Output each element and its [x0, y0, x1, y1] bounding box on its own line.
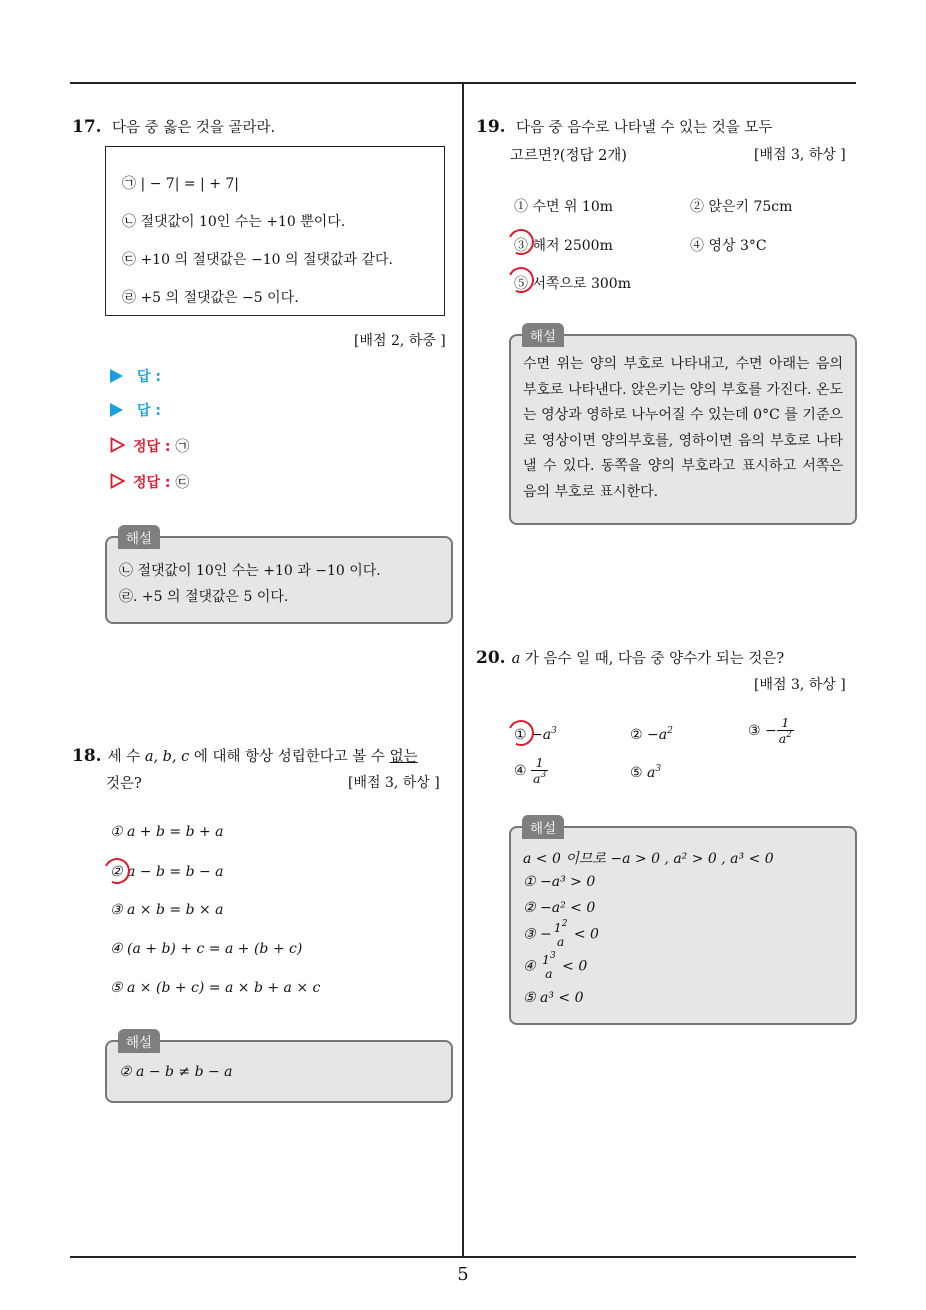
- q20-header: [476, 647, 784, 668]
- q17-answer-line: [110, 366, 161, 386]
- q20-option-2[interactable]: ② $-a^2$: [630, 726, 673, 743]
- q18-explanation-tag: 해설: [118, 1029, 160, 1053]
- explanation-line: ③ − $1^2$ a < 0: [523, 919, 599, 949]
- q20-option-1[interactable]: ① $-a^3$: [514, 726, 557, 743]
- option-mark: ⑤: [630, 765, 643, 781]
- q18-option-1[interactable]: ① a + b = b + a: [110, 824, 224, 840]
- q20-meta: [배점 3, 하상 ]: [754, 677, 846, 693]
- q17-statements-box: [105, 146, 445, 316]
- q20-option-3[interactable]: ③ − $\frac{1}{a^2}$: [748, 715, 792, 746]
- explanation-line: a < 0 이므로 −a > 0 , a² > 0 , a³ < 0: [523, 851, 774, 867]
- q17-explanation-tag: 해설: [118, 525, 160, 549]
- q19-header: [476, 116, 772, 137]
- q19-explanation: [509, 334, 857, 525]
- column-divider: [462, 84, 464, 1256]
- explanation-line: ② −a² < 0: [523, 900, 596, 916]
- q17-text: 다음 중 옳은 것을 골라라.: [112, 120, 276, 136]
- explanation-line: ① −a³ > 0: [523, 874, 596, 890]
- option-mark: ④: [514, 762, 527, 779]
- q18-option-5[interactable]: ⑤ a × (b + c) = a × b + a × c: [110, 980, 321, 996]
- q17-statement: ㉣ +5 의 절댓값은 −5 이다.: [122, 290, 299, 306]
- q17-correct-line: [110, 436, 189, 456]
- q19-explanation-tag: 해설: [522, 323, 564, 347]
- explanation-line: ② a − b ≠ b − a: [119, 1064, 233, 1080]
- answer-label: 답 :: [137, 369, 161, 385]
- bottom-rule: [70, 1256, 856, 1258]
- q20-option-5[interactable]: ⑤ $a^3$: [630, 764, 662, 781]
- option-mark: ②: [630, 727, 643, 743]
- q17-answer-line: [110, 400, 161, 420]
- q19-option-5[interactable]: ⑤ 서쪽으로 300m: [514, 276, 631, 292]
- q19-option-2[interactable]: ② 앉은키 75cm: [690, 199, 793, 215]
- explanation-line: ㉣. +5 의 절댓값은 5 이다.: [119, 589, 289, 605]
- q18-underlined: 없는: [389, 749, 418, 765]
- q20-var: a: [511, 651, 521, 667]
- option-mark: ①: [514, 727, 527, 743]
- answer-arrow-icon: [110, 369, 123, 383]
- q17-correct-line: [110, 472, 189, 492]
- selected-circle-icon: [100, 854, 133, 887]
- q19-number: 19.: [476, 117, 506, 137]
- q18-option-4[interactable]: ④ (a + b) + c = a + (b + c): [110, 941, 303, 957]
- explanation-line-prefix: ③ −: [523, 926, 552, 943]
- answer-label: 답 :: [137, 403, 161, 419]
- q18-option-2[interactable]: ② a − b = b − a: [110, 864, 224, 880]
- correct-arrow-icon: [110, 437, 125, 453]
- page-number: 5: [457, 1264, 469, 1285]
- q19-text-cont: 고르면?(정답 2개): [510, 148, 627, 164]
- correct-value: ㉠: [175, 439, 190, 455]
- q18-number: 18.: [72, 746, 102, 766]
- q19-option-3[interactable]: ③ 해저 2500m: [514, 238, 613, 254]
- q17-statement: ㉢ +10 의 절댓값은 −10 의 절댓값과 같다.: [122, 252, 393, 268]
- q20-explanation: [509, 826, 857, 1025]
- q20-option-4[interactable]: ④ $\frac{1}{a^3}$: [514, 755, 547, 786]
- q17-statement: ㉡ 절댓값이 10인 수는 +10 뿐이다.: [122, 214, 346, 230]
- q17-statement: ㉠ | − 7| = | + 7|: [122, 176, 240, 192]
- q20-text: 가 음수 일 때, 다음 중 양수가 되는 것은?: [520, 651, 785, 667]
- correct-arrow-icon: [110, 473, 125, 489]
- q18-header: [72, 745, 452, 766]
- q17-meta: [배점 2, 하중 ]: [354, 333, 446, 349]
- q18-text-cont: 것은?: [106, 776, 142, 792]
- selected-circle-icon: [504, 716, 537, 749]
- correct-value: ㉢: [175, 475, 190, 491]
- explanation-paragraph: 수면 위는 양의 부호로 나타내고, 수면 아래는 음의 부호로 나타낸다. 앉은키는 양의 부호를 가진다. 온도는 영상과 영하로 나누어질 수 있는데 0°C 를 기준으로 영상이면 양의부호를, 영하이면 음의 부호로 나타낼 수 있다. 동쪽을 양의 부호라고 표시하고 서쪽은 음의 부호로 표시한다.: [523, 356, 843, 500]
- correct-label: 정답 :: [133, 475, 171, 491]
- q18-text: 에 대해 항상 성립한다고 볼 수: [189, 749, 390, 765]
- explanation-line: ⑤ a³ < 0: [523, 990, 584, 1006]
- q19-text: 다음 중 음수로 나타낼 수 있는 것을 모두: [516, 120, 773, 136]
- explanation-line: ④ $1^3$ a < 0: [523, 951, 588, 981]
- q20-explanation-tag: 해설: [522, 815, 564, 839]
- explanation-line: ㉡ 절댓값이 10인 수는 +10 과 −10 이다.: [119, 563, 381, 579]
- correct-label: 정답 :: [133, 439, 171, 455]
- q18-option-3[interactable]: ③ a × b = b × a: [110, 902, 224, 918]
- q19-option-1[interactable]: ① 수면 위 10m: [514, 199, 614, 215]
- q17-header: [72, 116, 275, 137]
- q19-meta: [배점 3, 하상 ]: [754, 147, 846, 163]
- q17-number: 17.: [72, 117, 102, 137]
- q20-number: 20.: [476, 648, 506, 668]
- q17-explanation: [105, 536, 453, 624]
- option-mark: ③: [748, 722, 761, 739]
- answer-arrow-icon: [110, 403, 123, 417]
- q18-vars: a, b, c: [144, 749, 190, 765]
- q18-meta: [배점 3, 하상 ]: [348, 775, 440, 791]
- explanation-line-prefix: ④: [523, 958, 536, 975]
- q18-text: 세 수: [107, 749, 145, 765]
- q19-option-4[interactable]: ④ 영상 3°C: [690, 238, 767, 254]
